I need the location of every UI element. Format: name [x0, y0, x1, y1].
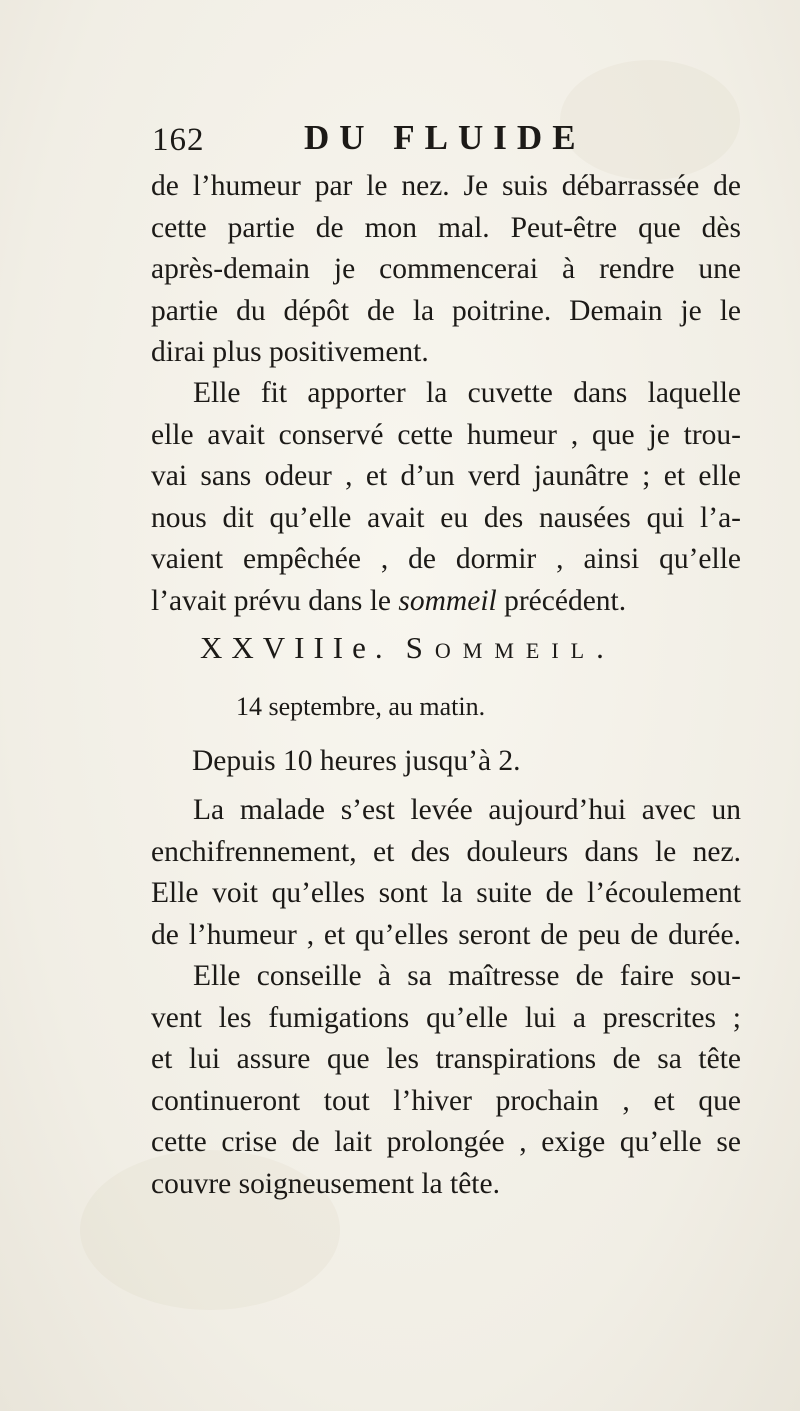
text-fragment: l’avait prévu dans le	[151, 584, 399, 617]
date-line: 14 septembre, au matin.	[236, 692, 486, 721]
text-line: de l’humeur , et qu’elles seront de peu de durée.	[151, 918, 741, 951]
section-number: XXVIIIe.	[200, 630, 392, 665]
section-title: Sommeil.	[405, 630, 616, 665]
text-line: partie du dépôt de la poitrine. Demain je le	[151, 294, 741, 327]
time-line: Depuis 10 heures jusqu’à 2.	[192, 745, 521, 777]
text-line: vai sans odeur , et d’un verd jaunâtre ; et elle	[151, 460, 741, 492]
text-line: cette partie de mon mal. Peut-être que dès	[151, 211, 741, 244]
paragraph-3	[151, 790, 741, 956]
emphasized-word: sommeil	[398, 584, 497, 617]
text-line: de l’humeur par le nez. Je suis débarrassée de	[151, 170, 741, 202]
text-line: elle avait conservé cette humeur , que je trou-	[151, 418, 741, 451]
page-header	[152, 118, 672, 168]
paragraph-4	[151, 956, 741, 1205]
paragraph-2	[151, 373, 741, 622]
text-line: Elle fit apporter la cuvette dans laquelle	[193, 377, 741, 409]
text-line: vaient empêchée , de dormir , ainsi qu’elle	[151, 543, 741, 575]
text-line: couvre soigneusement la tête.	[151, 1167, 500, 1200]
text-line: enchifrennement, et des douleurs dans le nez.	[151, 835, 741, 868]
text-line: vent les fumigations qu’elle lui a prescrites ;	[151, 1001, 741, 1034]
text-line: La malade s’est levée aujourd’hui avec un	[193, 794, 741, 826]
running-head: DU FLUIDE	[304, 118, 586, 157]
text-line: après-demain je commencerai à rendre une	[151, 253, 741, 285]
text-line: Elle voit qu’elles sont la suite de l’écoulement	[151, 877, 741, 909]
text-fragment: précédent.	[496, 584, 627, 617]
text-line: et lui assure que les transpirations de sa tête	[151, 1043, 741, 1075]
text-line: cette crise de lait prolongée , exige qu’elle se	[151, 1126, 741, 1158]
text-line: nous dit qu’elle avait eu des nausées qui l’a-	[151, 501, 741, 534]
paragraph-1	[151, 166, 741, 374]
section-heading	[200, 630, 740, 666]
text-line	[151, 581, 741, 623]
text-line: dirai plus positivement.	[151, 336, 429, 368]
text-line: continueront tout l’hiver prochain , et que	[151, 1084, 741, 1117]
text-line: Elle conseille à sa maîtresse de faire sou-	[193, 960, 741, 992]
page-number: 162	[152, 122, 205, 158]
